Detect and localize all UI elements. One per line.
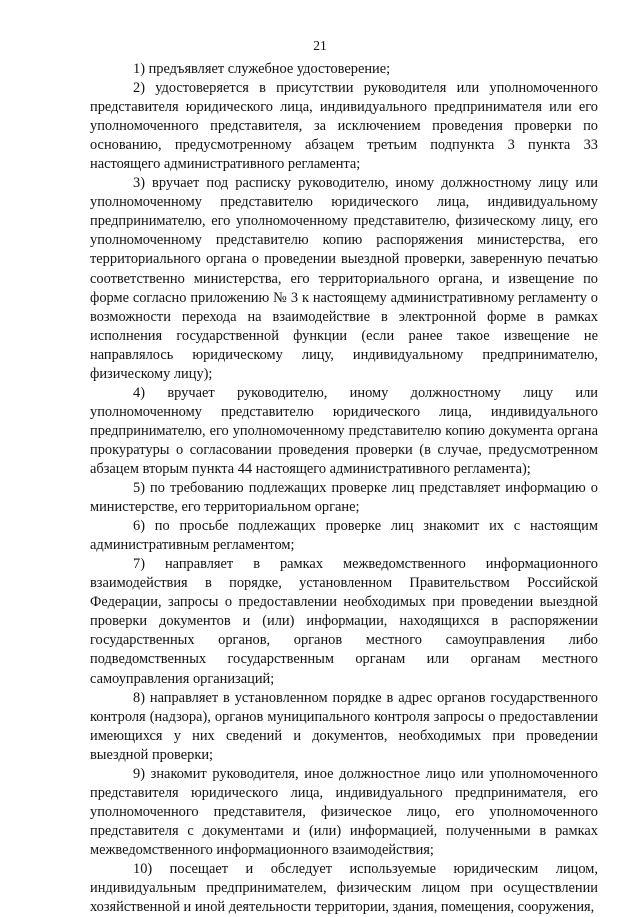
list-item-1: 1) предъявляет служебное удостоверение; bbox=[133, 61, 391, 77]
list-item-2: 2) удостоверяется в присутствии руководителя или уполномоченного представителя юридического лица, индивидуального предпринимателя или его уполномоченного представителя, за исключением проведения проверки по основанию, предусмотренному абзацем третьим подпункта 3 пункта 33 настоящего административного регламента; bbox=[90, 80, 598, 173]
list-item-8: 8) направляет в установленном порядке в адрес органов государственного контроля (надзора), органов муниципального контроля запросы о предоставлении имеющихся у них сведений и документов, необходимых при проведении выездной проверки; bbox=[90, 689, 598, 763]
list-item-6: 6) по просьбе подлежащих проверке лиц знакомит их с настоящим административным регламентом; bbox=[90, 518, 598, 554]
list-item-7: 7) направляет в рамках межведомственного информационного взаимодействия в порядке, установленном Правительством Российской Федерации, запросы о предоставлении необходимых при проведении выездной проверки документов и (или) информации, находящихся в распоряжении государственных органов, органов местного самоуправления либо подведомственных государственным органам или органам местного самоуправления организаций; bbox=[90, 556, 598, 687]
document-body bbox=[90, 60, 598, 917]
list-item-3: 3) вручает под расписку руководителю, иному должностному лицу или уполномоченному представителю юридического лица, индивидуальному предпринимателю, его уполномоченному представителю, физическому лицу, его уполномоченному представителю копию распоряжения министерства, его территориального органа о проведении выездной проверки, заверенную печатью соответственно министерства, его территориального органа, и извещение по форме согласно приложению № 3 к настоящему административному регламенту о возможности перехода на взаимодействие в электронной форме в рамках исполнения государственной функции (если ранее такое извещение не направлялось юридическому лицу, индивидуальному предпринимателю, физическому лицу); bbox=[90, 175, 598, 382]
list-item-10: 10) посещает и обследует используемые юридическим лицом, индивидуальным предпринимателем, физическим лицом при осуществлении хозяйственной и иной деятельности территории, здания, помещения, сооружения, bbox=[90, 860, 598, 916]
page-number: 21 bbox=[313, 38, 327, 53]
list-item-4: 4) вручает руководителю, иному должностному лицу или уполномоченному представителю юридического лица, индивидуального предпринимателю, его уполномоченному представителю копию документа органа прокуратуры о согласовании проведения проверки (в случае, предусмотренном абзацем вторым пункта 44 настоящего административного регламента); bbox=[90, 384, 598, 477]
list-item-9: 9) знакомит руководителя, иное должностное лицо или уполномоченного представителя юридического лица, индивидуального предпринимателя, его уполномоченного представителя, физическое лицо, его уполномоченного представителя с документами и (или) информацией, полученными в рамках межведомственного информационного взаимодействия; bbox=[90, 765, 598, 858]
list-item-5: 5) по требованию подлежащих проверке лиц представляет информацию о министерстве, его территориальном органе; bbox=[90, 480, 598, 516]
